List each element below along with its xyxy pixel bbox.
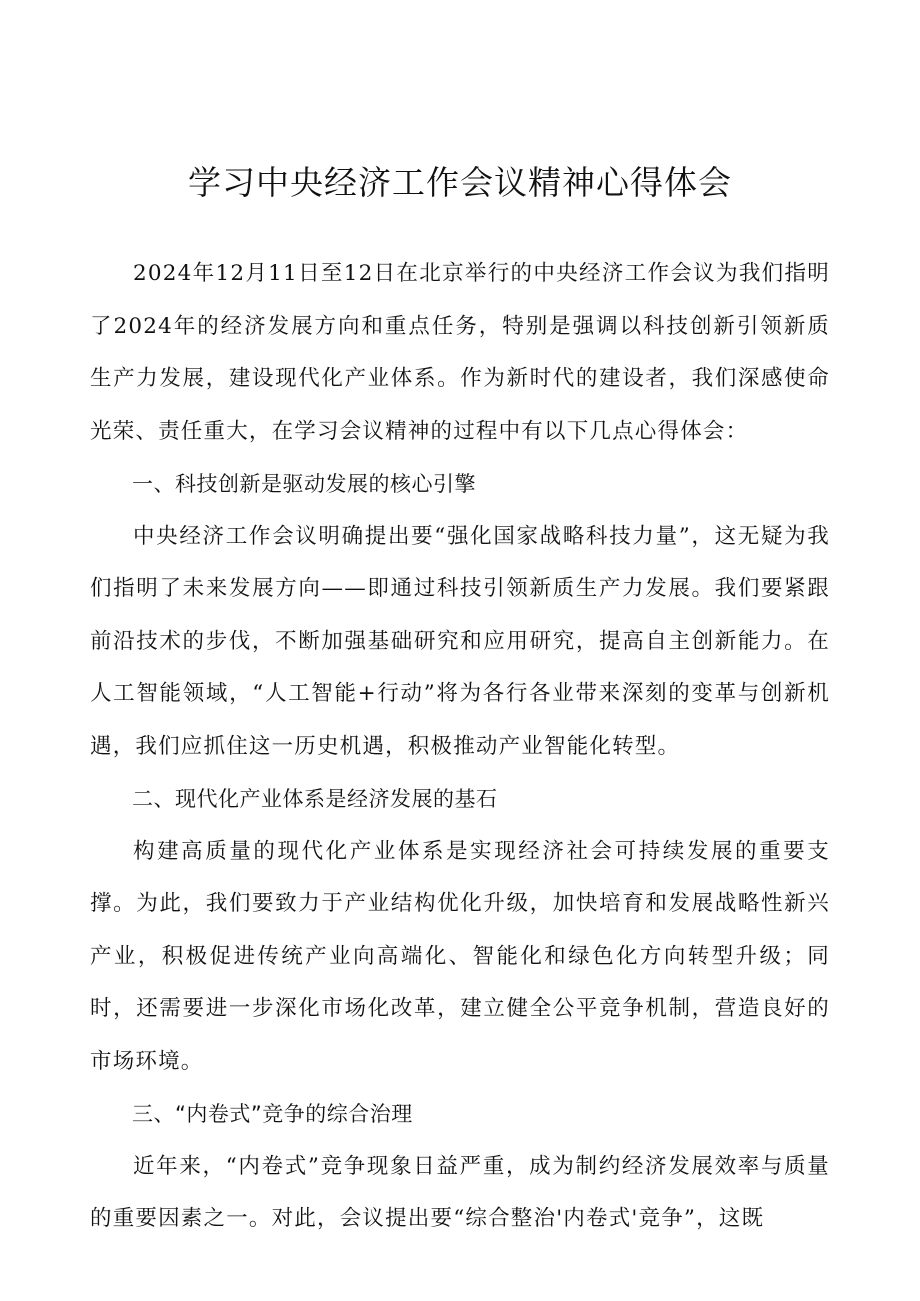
section-1-paragraph: 中央经济工作会议明确提出要“强化国家战略科技力量”，这无疑为我们指明了未来发展方向——即通过科技引领新质生产力发展。我们要紧跟前沿技术的步伐，不断加强基础研究和应用研究，提高自主创新能力。在人工智能领域，“人工智能+行动”将为各行各业带来深刻的变革与创新机遇，我们应抓住这一历史机遇，积极推动产业智能化转型。 <box>90 523 830 759</box>
section-3-paragraph: 近年来，“内卷式”竞争现象日益严重，成为制约经济发展效率与质量的重要因素之一。对此，会议提出要“综合整治'内卷式'竞争”，这既 <box>90 1153 830 1231</box>
section-2-paragraph: 构建高质量的现代化产业体系是实现经济社会可持续发展的重要支撑。为此，我们要致力于产业结构优化升级，加快培育和发展战略性新兴产业，积极促进传统产业向高端化、智能化和绿色化方向转型升级；同时，还需要进一步深化市场化改革，建立健全公平竞争机制，营造良好的市场环境。 <box>90 838 830 1074</box>
document-body <box>90 248 830 1246</box>
section-3-heading: 三、“内卷式”竞争的综合治理 <box>132 1102 413 1126</box>
document-title: 学习中央经济工作会议精神心得体会 <box>188 163 732 202</box>
section-1-heading: 一、科技创新是驱动发展的核心引擎 <box>132 472 476 496</box>
intro-paragraph: 2024年12月11日至12日在北京举行的中央经济工作会议为我们指明了2024年的经济发展方向和重点任务，特别是强调以科技创新引领新质生产力发展，建设现代化产业体系。作为新时代的建设者，我们深感使命光荣、责任重大，在学习会议精神的过程中有以下几点心得体会： <box>90 261 830 444</box>
section-2-heading: 二、现代化产业体系是经济发展的基石 <box>132 787 498 811</box>
